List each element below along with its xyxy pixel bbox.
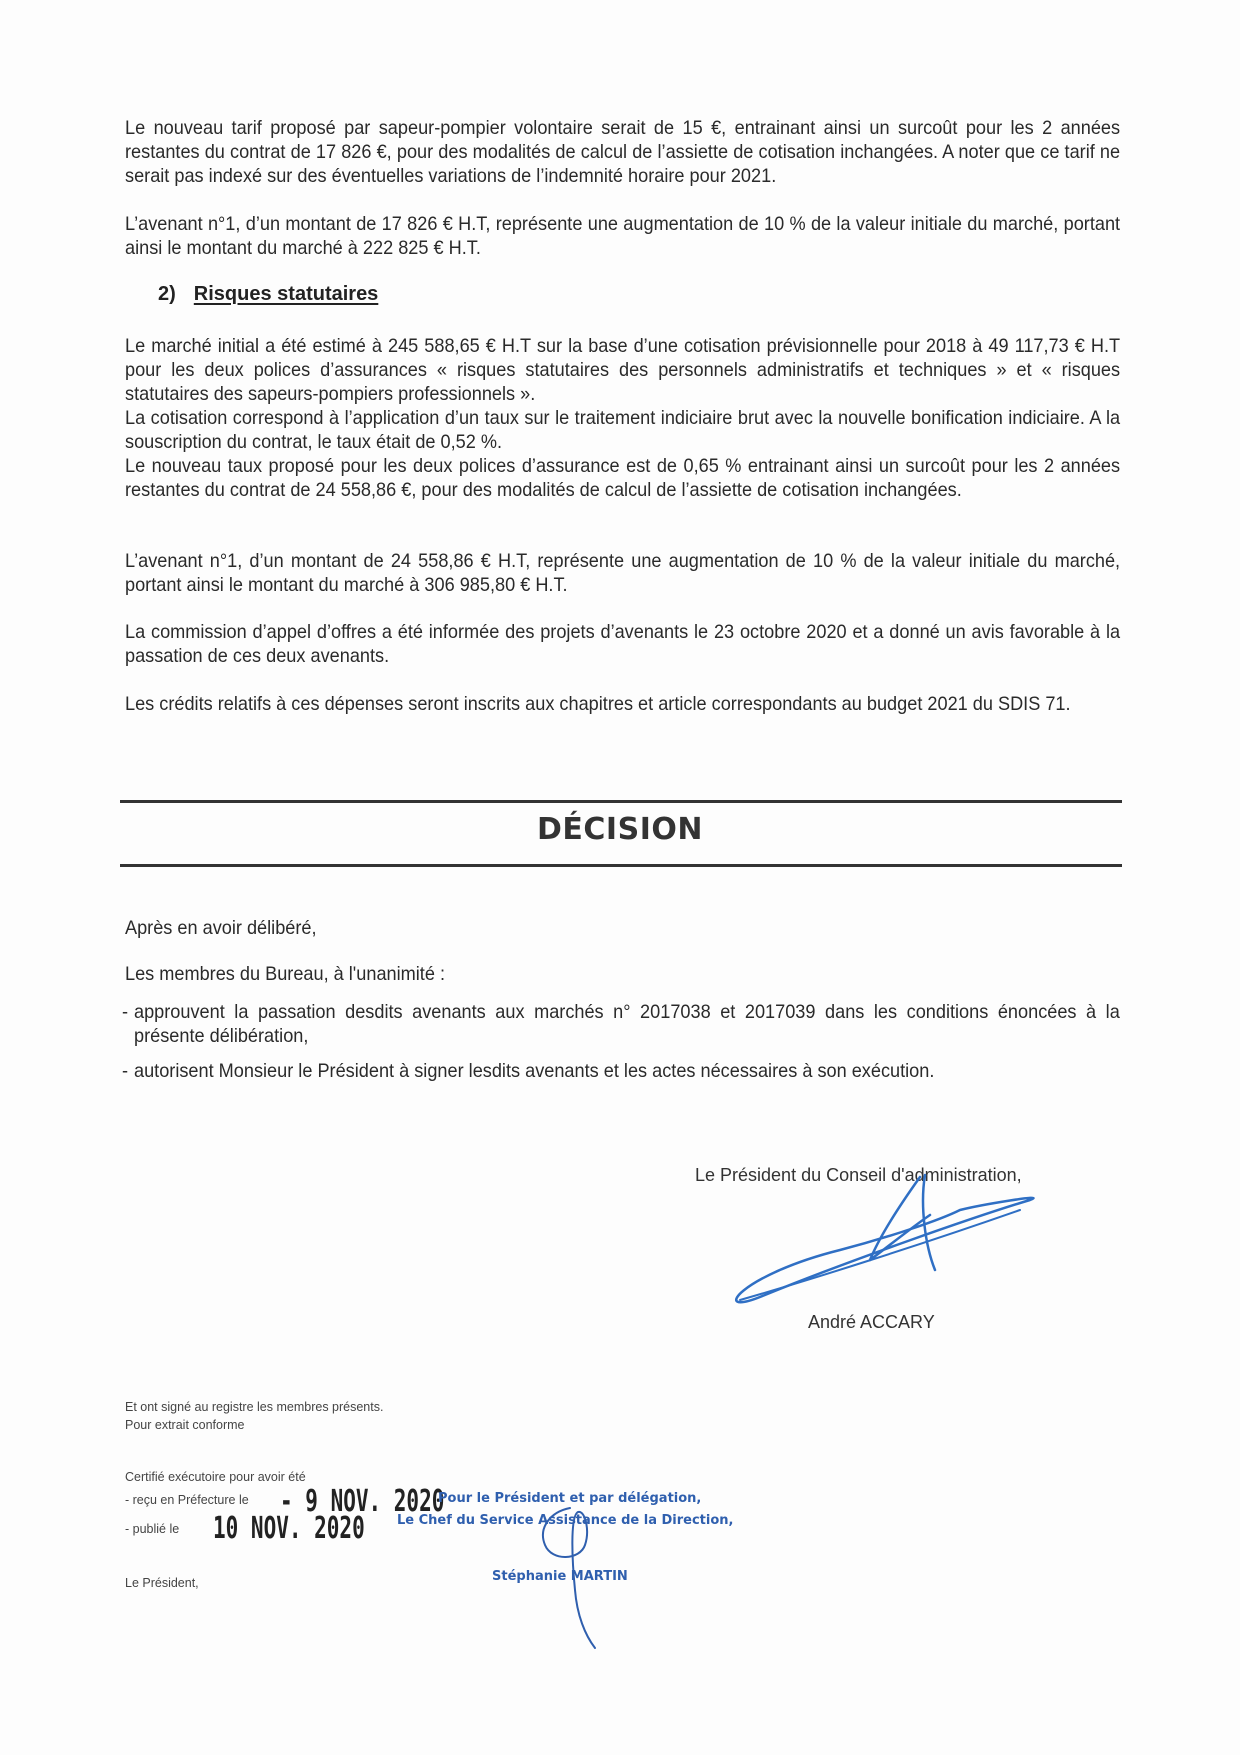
decision-item-text: approuvent la passation desdits avenants aux marchés n° 2017038 et 2017039 dans les conditions énoncées à la présente délibération, [134,1001,1120,1047]
decision-item-dash: - [122,1060,129,1082]
paragraph-avenant-2: L’avenant n°1, d’un montant de 24 558,86 € H.T, représente une augmentation de 10 % de la valeur initiale du marché, portant ainsi le montant du marché à 306 985,80 € H.T. [125,550,1121,596]
paragraph-marche-initial: Le marché initial a été estimé à 245 588,65 € H.T sur la base d’une cotisation prévisionnelle pour 2018 à 49 117,73 € H.T pour les deux polices d’assurances « risques statutaires des personnels administratifs et techniques » et « risques statutaires des sapeurs-pompiers professionnels ». [125,335,1121,405]
decision-item-dash: - [122,1001,129,1023]
published-date-stamp: 10 NOV. 2020 [213,1511,365,1546]
received-date-stamp: - 9 NOV. 2020 [280,1484,445,1519]
paragraph-commission: La commission d’appel d’offres a été informée des projets d’avenants le 23 octobre 2020 et a donné un avis favorable à la passation de ces deux avenants. [125,621,1121,667]
paragraph-tarif: Le nouveau tarif proposé par sapeur-pompier volontaire serait de 15 €, entrainant ainsi un surcoût pour les 2 années restantes du contrat de 17 826 €, pour des modalités de calcul de l’assiette de cotisation inchangées. A noter que ce tarif ne serait pas indexé sur des éventuelles variations de l’indemnité horaire pour 2021. [125,117,1121,187]
footer-published-label: - publié le [125,1522,180,1536]
handwritten-signature-president [720,1165,1060,1315]
paragraph-cotisation: La cotisation correspond à l’application d’un taux sur le traitement indiciaire brut avec la nouvelle bonification indiciaire. A la souscription du contrat, le taux était de 0,52 %. [125,407,1121,453]
divider-bottom [120,864,1122,867]
footer-received-label: - reçu en Préfecture le [125,1493,249,1507]
signatory-name: André ACCARY [808,1312,935,1332]
delegation-stamp-line2: Le Chef du Service Assistance de la Direction, [397,1513,734,1528]
paragraph-credits: Les crédits relatifs à ces dépenses seront inscrits aux chapitres et article correspondants au budget 2021 du SDIS 71. [125,693,1071,715]
decision-title: DÉCISION [537,812,703,847]
divider-top [120,800,1122,803]
section-heading-risques [158,283,378,306]
footer-president: Le Président, [125,1576,199,1590]
delegation-stamp-name: Stéphanie MARTIN [492,1569,628,1584]
footer-certified: Certifié exécutoire pour avoir été [125,1470,306,1484]
section-title: Risques statutaires [193,283,379,305]
decision-members: Les membres du Bureau, à l'unanimité : [125,963,445,985]
decision-item-text: autorisent Monsieur le Président à signer lesdits avenants et les actes nécessaires à son exécution. [134,1060,935,1082]
paragraph-nouveau-taux: Le nouveau taux proposé pour les deux polices d’assurance est de 0,65 % entrainant ainsi un surcoût pour les 2 années restantes du contrat de 24 558,86 €, pour des modalités de calcul de l’assiette de cotisation inchangées. [125,455,1121,501]
paragraph-avenant-1: L’avenant n°1, d’un montant de 17 826 € H.T, représente une augmentation de 10 % de la valeur initiale du marché, portant ainsi le montant du marché à 222 825 € H.T. [125,213,1121,259]
delegation-stamp-line1: Pour le Président et par délégation, [438,1491,702,1506]
section-number: 2) [158,283,176,305]
footer-signed-register: Et ont signé au registre les membres présents. [125,1400,384,1414]
decision-intro: Après en avoir délibéré, [125,917,317,939]
footer-extract: Pour extrait conforme [125,1418,245,1432]
signatory-role: Le Président du Conseil d'administration, [695,1165,1022,1185]
